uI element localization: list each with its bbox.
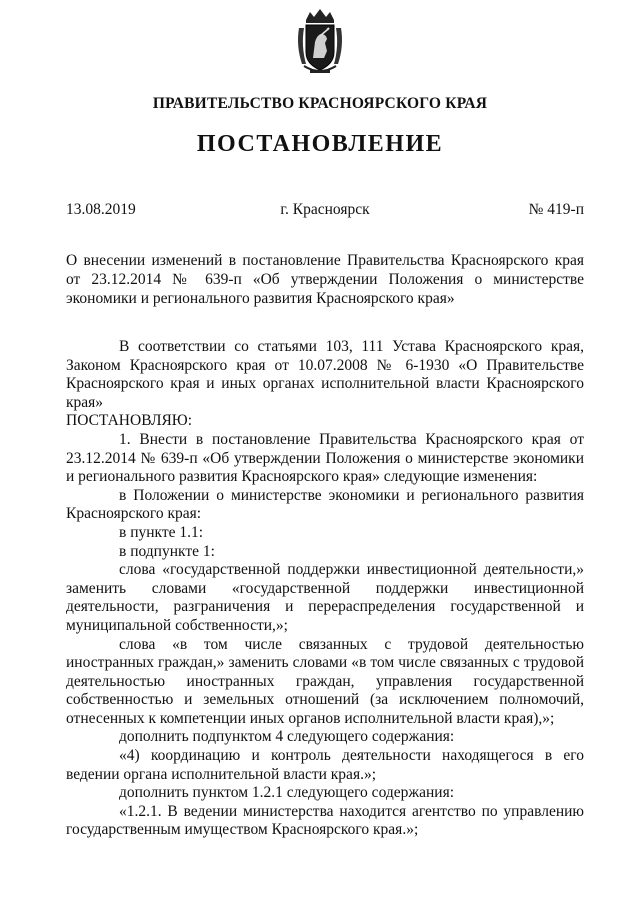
paragraph-subpoint-4-text: «4) координацию и контроль деятельности находящегося в его ведении органа исполнительной власти края.»; [66, 747, 584, 783]
paragraph-preamble: В соответствии со статьями 103, 111 Устава Красноярского края, Законом Красноярского края от 10.07.2008 № 6-1930 «О Правительстве Красноярского края и иных органах исполнительной власти Красноярского края» [66, 338, 584, 411]
document-city: г. Красноярск [280, 201, 370, 218]
paragraph-words-replace-2: слова «в том числе связанных с трудовой деятельностью иностранных граждан,» заменить словами «в том числе связанных с трудовой деятельностью иностранных граждан, управления государственной собственностью и земельных отношений (за исключением полномочий, отнесенных к компетенции иных органов исполнительной власти края),»; [66, 635, 584, 727]
paragraph-add-point-1-2-1: дополнить пунктом 1.2.1 следующего содержания: [119, 784, 454, 802]
paragraph-point-1-1: в пункте 1.1: [119, 523, 204, 541]
document-body [66, 338, 584, 840]
paragraph-regulation: в Положении о министерстве экономики и регионального развития Красноярского края: [66, 486, 584, 523]
paragraph-words-replace-1: слова «государственной поддержки инвестиционной деятельности,» заменить словами «государственной поддержки инвестиционной деятельности, разграничения и перераспределения государственной и муниципальной собственности,»; [66, 561, 584, 634]
paragraph-add-subpoint-4: дополнить подпунктом 4 следующего содержания: [119, 728, 455, 746]
document-date: 13.08.2019 [66, 201, 136, 218]
paragraph-subpoint-1: в подпункте 1: [119, 542, 215, 560]
krasnoyarsk-coat-of-arms-icon [296, 6, 344, 78]
government-name: ПРАВИТЕЛЬСТВО КРАСНОЯРСКОГО КРАЯ [152, 95, 488, 112]
document-subject: О внесении изменений в постановление Правительства Красноярского края от 23.12.2014 № 639-п «Об утверждении Положения о министерстве экономики и регионального развития Красноярского края» [66, 252, 584, 307]
document-type-title: ПОСТАНОВЛЕНИЕ [196, 131, 444, 157]
paragraph-item-1: 1. Внести в постановление Правительства Красноярского края от 23.12.2014 № 639-п «Об утверждении Положения о министерстве экономики и регионального развития Красноярского края» следующие изменения: [66, 430, 584, 486]
document-number: № 419-п [528, 201, 584, 218]
paragraph-point-1-2-1-text: «1.2.1. В ведении министерства находится агентство по управлению государственным имуществом Красноярского края.»; [66, 802, 584, 839]
paragraph-resolve: ПОСТАНОВЛЯЮ: [66, 412, 193, 430]
